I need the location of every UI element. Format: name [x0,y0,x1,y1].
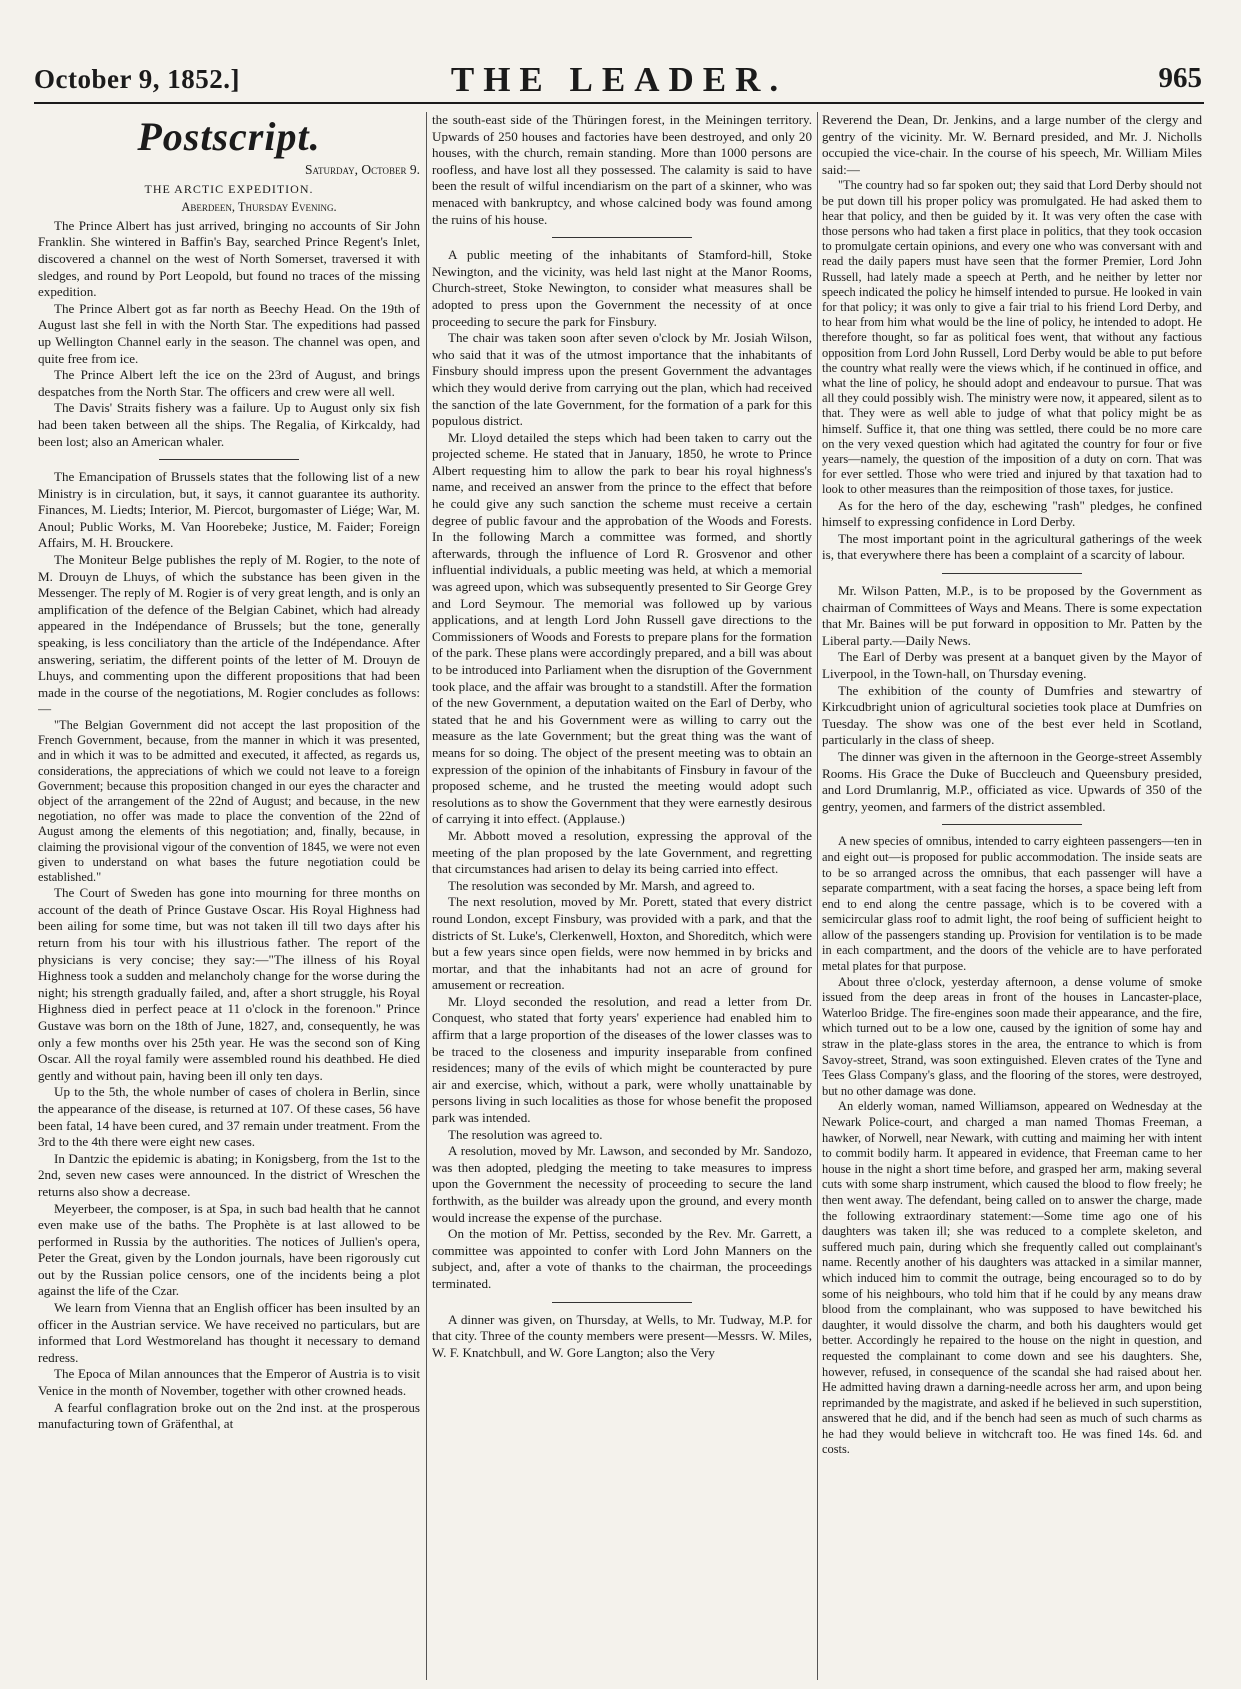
article-paragraph: The exhibition of the county of Dumfries and stewartry of Kirkcudbright union of agricultural societies took place at Dumfries on Tuesday. The show was one of the best ever held in Scotland, particularly in the class of sheep. [822,682,1202,748]
masthead [34,58,1204,104]
article-paragraph: The next resolution, moved by Mr. Porett, stated that every district round London, except Finsbury, was provided with a park, and that the districts of St. Luke's, Clerkenwell, Hoxton, and Shoreditch, which were but a few years since open fields, were now hemmed in by bricks and mortar, and that the inhabitants had not an acre of ground for amusement or recreation. [432,894,812,993]
article-paragraph: As for the hero of the day, eschewing "rash" pledges, he confined himself to expressing confidence in Lord Derby. [822,497,1202,530]
article-paragraph: On the motion of Mr. Pettiss, seconded by the Rev. Mr. Garrett, a committee was appointed to confer with Lord John Manners on the subject, and, after a vote of thanks to the chairman, the proceedings terminated. [432,1226,812,1291]
article-paragraph: The Emancipation of Brussels states that the following list of a new Ministry is in circulation, but, it says, it cannot guarantee its authority. Finances, M. Liedts; Interior, M. Piercot, burgomaster of Liége; War, M. Anoul; Public Works, M. Van Hoorebeke; Justice, M. Faider; Foreign Affairs, M. H. Brouckere. [38,469,420,551]
article-paragraph: The Davis' Straits fishery was a failure. Up to August only six fish had been taken between all the ships. The Regalia, of Kirkcaldy, had been lost; also an American whaler. [38,400,420,449]
article-paragraph: Mr. Lloyd detailed the steps which had been taken to carry out the projected scheme. He stated that in January, 1850, he wrote to Prince Albert requesting him to allow the park to bear his royal highness's name, and received an answer from the prince to the effect that before he could give any such sanction the scheme must receive a certain degree of public favour and the approbation of the Woods and Forests. In the following March a committee was formed, and shortly afterwards, through the influence of Lord R. Grosvenor and other influential individuals, a public meeting was held, at which a memorial was agreed upon, which was subsequently presented to Sir George Grey and Lord Seymour. The memorial was followed up by various applications, and at length Lord John Russell gave directions to the Commissioners of Woods and Forests to prepare plans for the formation of the park. These plans were accordingly prepared, and a bill was about to be introduced into Parliament when the disruption of the Government took place, and the affair was brought to a standstill. After the formation of the new Government, a deputation waited on the Earl of Derby, who stated that he and his Government were as willing to carry out the measure as the late Government; but the great thing was the want of means for so doing. The object of the present meeting was to obtain an expression of the opinion of the inhabitants of Finsbury in favour of the proposed scheme, and he trusted the meeting would adopt such resolutions as to show the Government that they were earnestly desirous of carrying it into effect. (Applause.) [432,429,812,827]
article-paragraph: The resolution was seconded by Mr. Marsh, and agreed to. [448,877,755,893]
page-number: 965 [1158,62,1202,94]
section-rule [942,824,1082,825]
article-paragraph: Mr. Lloyd seconded the resolution, and read a letter from Dr. Conquest, who stated that forty years' experience had enabled him to affirm that a large proportion of the diseases of the lower classes was to be traced to the closeness and impurity inseparable from confined residences; many of the evils of which might be counteracted by pure air and exercise, which, without a park, were wholly unattainable by persons living in such localities as those for whose benefit the proposed park was intended. [432,993,812,1126]
section-rule [159,459,299,460]
article-paragraph: Meyerbeer, the composer, is at Spa, in such bad health that he cannot even make use of the baths. The Prophète is at last allowed to be performed in Russia by the authorities. The notices of Jullien's opera, Peter the Great, given by the London journals, have been rigorously cut out by the Russian police censors, one of the incidents being a plot against the life of the Czar. [38,1200,420,1299]
article-paragraph: The Epoca of Milan announces that the Emperor of Austria is to visit Venice in the month of November, together with other crowned heads. [38,1366,420,1399]
block-quote: "The country had so far spoken out; they said that Lord Derby should not be put down till his proper policy was promulgated. He had asked them to hear that policy, and then be guided by it. It was very often the case with those persons who had taken a first place in politics, that they took occasion to promulgate certain opinions, and every one who was conversant with and read the daily papers must have seen that the former Premier, Lord John Russell, had lately made a speech at Perth, and he neither by letter nor speech indicated the policy he himself intended to pursue. He looked in vain for that policy; it was only to give a fair trial to his friend Lord Derby, and to hear from him what would be the line of policy, he intended to adopt. He therefore thought, so far as political foes went, that without any factious opposition from Lord John Russell, Lord Derby would be able to put before the country what really were the views which, if he continued in office, and what the line of policy, he should adopt and endeavour to pursue. That was all they could possibly wish. The ministry were now, it appeared, silent as to that. They were as well able to judge of what that policy might be as himself. Suffice it, that one thing was settled, there could be no more care on the very vexed question which had agitated the country for four or five years—namely, the question of the imposition of a duty on corn. That was for ever settled. Those who were tried and injured by that taxation had to look to other measures than the reimposition of those taxes, for justice. [822,178,1202,497]
article-paragraph: About three o'clock, yesterday afternoon, a dense volume of smoke issued from the deep areas in front of the houses in Lancaster-place, Waterloo Bridge. The fire-engines soon made their appearance, and the fire, which turned out to be a low one, caused by the ignition of some hay and straw in the plate-glass stores in the area, the entrance to which is from Savoy-street, Strand, was soon extinguished. Eleven crates of the Tyne and Tees Glass Company's glass, and the flooring of the stores, were destroyed, but no other damage was done. [822,974,1202,1098]
arctic-dateline: Aberdeen, Thursday Evening. [181,200,337,215]
article-paragraph: A resolution, moved by Mr. Lawson, and seconded by Mr. Sandozo, was then adopted, pledging the meeting to take measures to impress upon the Government the necessity of proceeding to secure the land forthwith, as the builder was already upon the ground, and every month would increase the expense of the purchase. [432,1143,812,1225]
article-paragraph: Up to the 5th, the whole number of cases of cholera in Berlin, since the appearance of the disease, is returned at 107. Of these cases, 56 have been fatal, 14 have been cured, and 37 remain under treatment. From the 3rd to the 4th there were eight new cases. [38,1084,420,1150]
postscript-heading: Postscript. [137,114,321,159]
column-3 [822,112,1202,1680]
block-quote: "The Belgian Government did not accept the last proposition of the French Government, because, from the manner in which it was presented, and in which it was to be admitted and executed, it affected, as regards us, considerations, the appreciations of which we could not leave to a foreign Government; because this proposition changed in our eyes the character and object of the arrangement of the 22nd of August; and because, in the new negotiation, no offer was made to place the convention of the 22nd of August among the elements of this negotiation; and, finally, because, in claiming the provisional vigour of the convention of 1845, we were not even given to understand on what bases the future negotiation could be established." [38,718,420,885]
article-paragraph: Mr. Abbott moved a resolution, expressing the approval of the meeting of the plan proposed by the late Government, and regretting that circumstances had arisen to delay its being carried into effect. [432,827,812,877]
article-paragraph: In Dantzic the epidemic is abating; in Konigsberg, from the 1st to the 2nd, seven new cases were announced. In the district of Wreschen the returns also show a decrease. [38,1150,420,1199]
article-paragraph: Mr. Wilson Patten, M.P., is to be proposed by the Government as chairman of Committees of Ways and Means. There is some expectation that Mr. Baines will be put forward in opposition to Mr. Patten by the Liberal party.—Daily News. [822,583,1202,648]
column-rule-2 [817,112,818,1680]
section-rule [552,1302,692,1303]
article-paragraph: Reverend the Dean, Dr. Jenkins, and a large number of the clergy and gentry of the vicinity. Mr. W. Bernard presided, and Mr. J. Nicholls occupied the vice-chair. In the course of his speech, Mr. William Miles said:— [822,112,1202,177]
column-rule-1 [426,112,427,1680]
article-paragraph: An elderly woman, named Williamson, appeared on Wednesday at the Newark Police-court, and charged a man named Thomas Freeman, a hawker, of Norwell, near Newark, with cutting and maiming her with intent to commit bodily harm. It appeared in evidence, that Freeman came to her house in the night a short time before, and grasped her arm, making several cuts with some sharp instrument, which caused the blood to flow freely; he then went away. The defendant, being called on to answer the charge, made the following extraordinary statement:—Some time ago one of his daughters was taken ill; she was reduced to a complete skeleton, and suffered much pain, during which she frequently called out complainant's name. Recently another of his daughters was attacked in a similar manner, which induced him to commit the outrage, being encouraged so to do by some of his neighbours, who told him that if he could by any means draw blood from the complainant, who was supposed to have bewitched his daughter, it would dissolve the charm, and both his daughters would get better. Accordingly he repaired to the house on the night in question, and requested the complainant to come down and see his daughters. She, however, refused, in consequence of the scandal she had raised about her. He admitted having drawn a darning-needle across her arm, and upon being reprimanded by the magistrate, and asked if he believed in such superstition, answered that he did, and if the bench had seen as much of such charms as he had they would believe in witchcraft too. He was fined 14s. 6d. and costs. [822,1099,1202,1457]
article-paragraph: The Prince Albert has just arrived, bringing no accounts of Sir John Franklin. She wintered in Baffin's Bay, searched Prince Regent's Inlet, discovered a channel on the west of North Somerset, traversed it with sledges, and round by Port Leopold, but found no traces of the missing expedition. [38,217,420,300]
article-paragraph: The chair was taken soon after seven o'clock by Mr. Josiah Wilson, who said that it was of the utmost importance that the inhabitants of Finsbury should impress upon the present Government the advantages which they would derive from carrying out the plan, which had received the sanction of the late Government, for the formation of a park for this populous district. [432,330,812,429]
article-paragraph: The Court of Sweden has gone into mourning for three months on account of the death of Prince Gustave Oscar. His Royal Highness had been ailing for some time, but was not taken ill till two days after his return from his tour with his illustrious father. The report of the physicians is very concise; they say:—"The illness of his Royal Highness took a sudden and melancholy change for the worse during the night; his strength gradually failed, and, after a short struggle, his Royal Highness died in perfect peace at 11 o'clock in the forenoon." Prince Gustave was born on the 18th of June, 1827, and, consequently, he was only a few months over his 25th year. He was the second son of King Oscar. All the royal family were assembled round his deathbed. He died gently and without pain, having been ill only ten days. [38,885,420,1083]
article-paragraph: A public meeting of the inhabitants of Stamford-hill, Stoke Newington, and the vicinity, was held last night at the Manor Rooms, Church-street, Stoke Newington, to consider what measures shall be adopted to press upon the Government the necessity of at once proceeding to secure the park for Finsbury. [432,247,812,329]
arctic-expedition-heading: THE ARCTIC EXPEDITION. [144,181,314,196]
article-paragraph: We learn from Vienna that an English officer has been insulted by an officer in the Austrian service. We have received no particulars, but are informed that Lord Westmoreland has thought it necessary to demand redress. [38,1300,420,1365]
article-paragraph: The most important point in the agricultural gatherings of the week is, that everywhere there has been a complaint of a scarcity of labour. [822,530,1202,563]
section-rule [942,573,1082,574]
article-paragraph: The dinner was given in the afternoon in the George-street Assembly Rooms. His Grace the Duke of Buccleuch and Queensbury presided, and Lord Drumlanrig, M.P., officiated as vice. Upwards of 350 of the gentry, yeomen, and farmers of the district assembled. [822,748,1202,814]
column-1 [38,112,420,1680]
issue-date: October 9, 1852.] [34,64,240,94]
article-paragraph: A fearful conflagration broke out on the 2nd inst. at the prosperous manufacturing town of Gräfenthal, at [38,1399,420,1432]
newspaper-title: THE LEADER. [450,60,788,99]
article-paragraph: The Moniteur Belge publishes the reply of M. Rogier, to the note of M. Drouyn de Lhuys, of which the substance has been given in the Messenger. The reply of M. Rogier is of very great length, and is only an amplification of the defence of the Belgian Cabinet, which had already appeared in the Indépendance of Brussels; but the tone, generally speaking, is less conciliatory than the article of the Indépendance. After answering, seriatim, the different points of the letter of M. Drouyn de Lhuys, and commenting upon the different propositions that had been made in the course of the negotiations, M. Rogier concludes as follows:— [38,552,420,717]
article-paragraph: The resolution was agreed to. [448,1126,603,1142]
article-paragraph: The Earl of Derby was present at a banquet given by the Mayor of Liverpool, in the Town-hall, on Thursday evening. [822,649,1202,681]
postscript-dateline: Saturday, October 9. [304,162,420,177]
article-paragraph: The Prince Albert left the ice on the 23rd of August, and brings despatches from the North Star. The officers and crew were all well. [38,367,420,399]
article-paragraph: A dinner was given, on Thursday, at Wells, to Mr. Tudway, M.P. for that city. Three of the county members were present—Messrs. W. Miles, W. F. Knatchbull, and W. Gore Langton; also the Very [432,1311,812,1360]
column-2 [432,112,812,1680]
article-paragraph: The Prince Albert got as far north as Beechy Head. On the 19th of August last she fell in with the North Star. The expeditions had passed up Wellington Channel early in the season. The channel was open, and quite free from ice. [38,300,420,366]
article-paragraph: the south-east side of the Thüringen forest, in the Meiningen territory. Upwards of 250 houses and factories have been destroyed, and only 20 houses, with the church, remain standing. More than 1000 persons are roofless, and have lost all they possessed. The calamity is said to have been the result of wilful incendiarism on the part of a skinner, who was menaced with bankruptcy, and whose calcined body was found among the ruins of his house. [432,112,812,227]
section-rule [552,237,692,238]
article-paragraph: A new species of omnibus, intended to carry eighteen passengers—ten in and eight out—is proposed for public accommodation. The inside seats are to be so arranged across the omnibus, that each passenger will have a separate compartment, with a seat facing the horses, a space being left from end to end along the centre passage, which is to be covered with a semicircular glass roof to admit light, the roof being of sufficient height to allow of the passengers standing up. Provision for ventilation is to be made in each compartment, and the doors of the vehicle are to have perforated metal plates for that purpose. [822,834,1202,974]
